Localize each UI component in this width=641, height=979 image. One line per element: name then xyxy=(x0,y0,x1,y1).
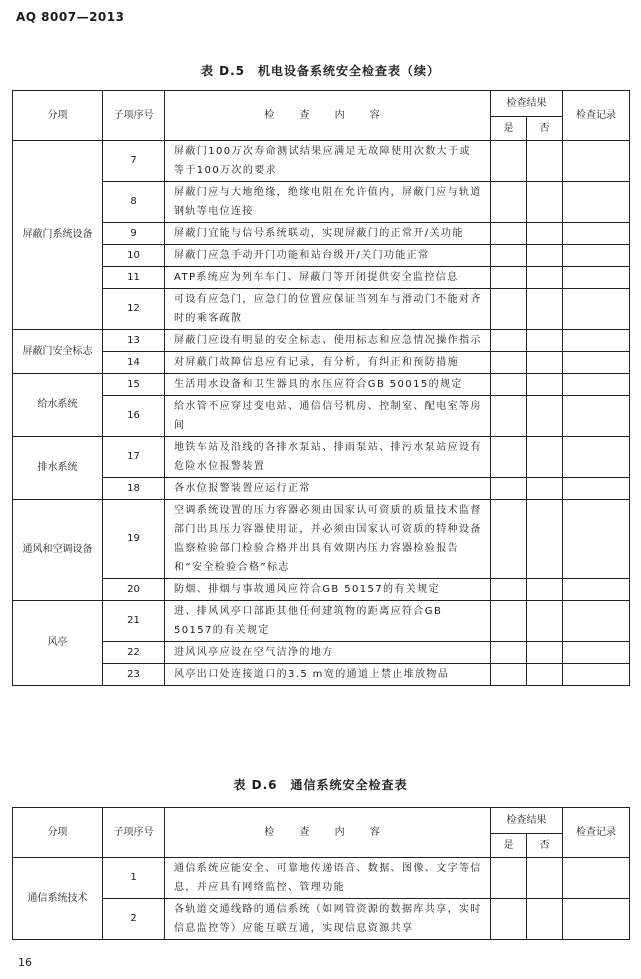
sub-no-cell: 19 xyxy=(103,500,165,579)
record-cell[interactable] xyxy=(563,141,630,182)
sub-no-cell: 1 xyxy=(103,858,165,899)
result-no-cell[interactable] xyxy=(527,642,563,664)
content-cell: 进、排风风亭口部距其他任何建筑物的距离应符合GB 50157的有关规定 xyxy=(165,601,491,642)
sub-no-cell: 18 xyxy=(103,478,165,500)
result-yes-cell[interactable] xyxy=(491,579,527,601)
table-row xyxy=(13,899,630,940)
table-row xyxy=(13,141,630,182)
result-no-cell[interactable] xyxy=(527,352,563,374)
sub-no-cell: 12 xyxy=(103,289,165,330)
category-cell: 屏蔽门安全标志 xyxy=(13,330,103,374)
col-header-record: 检查记录 xyxy=(563,91,630,141)
table-d5-caption: 表 D.5 机电设备系统安全检查表（续） xyxy=(200,64,441,78)
record-cell[interactable] xyxy=(563,352,630,374)
category-cell: 排水系统 xyxy=(13,437,103,500)
content-cell: 屏蔽门100万次寿命测试结果应满足无故障使用次数大于或等于100万次的要求 xyxy=(165,141,491,182)
table-row xyxy=(13,478,630,500)
col-header-sub-no: 子项序号 xyxy=(103,808,165,858)
result-no-cell[interactable] xyxy=(527,899,563,940)
category-cell: 通风和空调设备 xyxy=(13,500,103,601)
result-yes-cell[interactable] xyxy=(491,182,527,223)
page-number: 16 xyxy=(18,956,32,969)
col-header-no: 否 xyxy=(527,834,563,858)
content-cell: 各轨道交通线路的通信系统（如网管资源的数据库共享，实时信息监控等）应能互联互通，实现信息资源共享 xyxy=(165,899,491,940)
sub-no-cell: 22 xyxy=(103,642,165,664)
result-no-cell[interactable] xyxy=(527,396,563,437)
result-yes-cell[interactable] xyxy=(491,352,527,374)
result-no-cell[interactable] xyxy=(527,289,563,330)
col-header-sub-no: 子项序号 xyxy=(103,91,165,141)
record-cell[interactable] xyxy=(563,478,630,500)
record-cell[interactable] xyxy=(563,330,630,352)
sub-no-cell: 10 xyxy=(103,245,165,267)
sub-no-cell: 17 xyxy=(103,437,165,478)
table-row xyxy=(13,601,630,642)
content-cell: 地铁车站及沿线的各排水泵站、排雨泵站、排污水泵站应设有危险水位报警装置 xyxy=(165,437,491,478)
record-cell[interactable] xyxy=(563,579,630,601)
table-row xyxy=(13,642,630,664)
sub-no-cell: 23 xyxy=(103,664,165,686)
result-yes-cell[interactable] xyxy=(491,437,527,478)
result-no-cell[interactable] xyxy=(527,437,563,478)
content-cell: 给水管不应穿过变电站、通信信号机房、控制室、配电室等房间 xyxy=(165,396,491,437)
result-yes-cell[interactable] xyxy=(491,223,527,245)
col-header-result: 检查结果 xyxy=(491,808,563,834)
table-d5 xyxy=(12,90,630,686)
result-yes-cell[interactable] xyxy=(491,642,527,664)
col-header-content: 检 查 内 容 xyxy=(165,808,491,858)
sub-no-cell: 20 xyxy=(103,579,165,601)
table-row xyxy=(13,500,630,579)
result-no-cell[interactable] xyxy=(527,601,563,642)
content-cell: 对屏蔽门故障信息应有记录，有分析，有纠正和预防措施 xyxy=(165,352,491,374)
col-header-yes: 是 xyxy=(491,117,527,141)
table-d6-caption: 表 D.6 通信系统安全检查表 xyxy=(233,778,408,792)
content-cell: 风亭出口处连接道口的3.5 m宽的通道上禁止堆放物品 xyxy=(165,664,491,686)
content-cell: 屏蔽门应急手动开门功能和站台级开/关门功能正常 xyxy=(165,245,491,267)
record-cell[interactable] xyxy=(563,267,630,289)
record-cell[interactable] xyxy=(563,899,630,940)
col-header-result: 检查结果 xyxy=(491,91,563,117)
result-yes-cell[interactable] xyxy=(491,396,527,437)
content-cell: 通信系统应能安全、可靠地传递语音、数据、图像、文字等信息，并应具有网络监控、管理功能 xyxy=(165,858,491,899)
col-header-content: 检 查 内 容 xyxy=(165,91,491,141)
record-cell[interactable] xyxy=(563,396,630,437)
table-d6 xyxy=(12,807,630,940)
result-yes-cell[interactable] xyxy=(491,330,527,352)
result-yes-cell[interactable] xyxy=(491,664,527,686)
sub-no-cell: 7 xyxy=(103,141,165,182)
record-cell[interactable] xyxy=(563,601,630,642)
content-cell: 生活用水设备和卫生器具的水压应符合GB 50015的规定 xyxy=(165,374,491,396)
result-yes-cell[interactable] xyxy=(491,899,527,940)
record-cell[interactable] xyxy=(563,245,630,267)
sub-no-cell: 8 xyxy=(103,182,165,223)
sub-no-cell: 21 xyxy=(103,601,165,642)
content-cell: 屏蔽门应与大地绝缘，绝缘电阻在允许值内，屏蔽门应与轨道钢轨等电位连接 xyxy=(165,182,491,223)
table-row xyxy=(13,664,630,686)
category-cell: 通信系统技术 xyxy=(13,858,103,940)
record-cell[interactable] xyxy=(563,223,630,245)
category-cell: 屏蔽门系统设备 xyxy=(13,141,103,330)
record-cell[interactable] xyxy=(563,374,630,396)
content-cell: 可设有应急门，应急门的位置应保证当列车与滑动门不能对齐时的乘客疏散 xyxy=(165,289,491,330)
result-no-cell[interactable] xyxy=(527,330,563,352)
result-no-cell[interactable] xyxy=(527,858,563,899)
col-header-category: 分项 xyxy=(13,91,103,141)
result-no-cell[interactable] xyxy=(527,267,563,289)
table-row xyxy=(13,267,630,289)
table-row xyxy=(13,437,630,478)
table-row xyxy=(13,352,630,374)
sub-no-cell: 9 xyxy=(103,223,165,245)
result-yes-cell[interactable] xyxy=(491,267,527,289)
result-yes-cell[interactable] xyxy=(491,858,527,899)
table-row xyxy=(13,289,630,330)
result-no-cell[interactable] xyxy=(527,141,563,182)
content-cell: 屏蔽门应设有明显的安全标志、使用标志和应急情况操作指示 xyxy=(165,330,491,352)
result-yes-cell[interactable] xyxy=(491,245,527,267)
result-yes-cell[interactable] xyxy=(491,478,527,500)
table-row xyxy=(13,223,630,245)
col-header-category: 分项 xyxy=(13,808,103,858)
col-header-no: 否 xyxy=(527,117,563,141)
content-cell: 进风风亭应设在空气洁净的地方 xyxy=(165,642,491,664)
sub-no-cell: 16 xyxy=(103,396,165,437)
result-no-cell[interactable] xyxy=(527,223,563,245)
table-row xyxy=(13,396,630,437)
result-yes-cell[interactable] xyxy=(491,601,527,642)
table-row xyxy=(13,858,630,899)
sub-no-cell: 11 xyxy=(103,267,165,289)
content-cell: 各水位报警装置应运行正常 xyxy=(165,478,491,500)
table-row xyxy=(13,330,630,352)
col-header-yes: 是 xyxy=(491,834,527,858)
result-no-cell[interactable] xyxy=(527,500,563,579)
record-cell[interactable] xyxy=(563,182,630,223)
result-yes-cell[interactable] xyxy=(491,141,527,182)
category-cell: 风亭 xyxy=(13,601,103,686)
col-header-record: 检查记录 xyxy=(563,808,630,858)
table-row xyxy=(13,579,630,601)
result-no-cell[interactable] xyxy=(527,182,563,223)
table-row xyxy=(13,182,630,223)
result-no-cell[interactable] xyxy=(527,664,563,686)
record-cell[interactable] xyxy=(563,858,630,899)
record-cell[interactable] xyxy=(563,664,630,686)
result-no-cell[interactable] xyxy=(527,245,563,267)
record-cell[interactable] xyxy=(563,437,630,478)
sub-no-cell: 13 xyxy=(103,330,165,352)
category-cell: 给水系统 xyxy=(13,374,103,437)
content-cell: 屏蔽门宜能与信号系统联动，实现屏蔽门的正常开/关功能 xyxy=(165,223,491,245)
record-cell[interactable] xyxy=(563,289,630,330)
result-no-cell[interactable] xyxy=(527,579,563,601)
result-yes-cell[interactable] xyxy=(491,374,527,396)
result-no-cell[interactable] xyxy=(527,478,563,500)
sub-no-cell: 14 xyxy=(103,352,165,374)
result-yes-cell[interactable] xyxy=(491,289,527,330)
table-row xyxy=(13,374,630,396)
table-row xyxy=(13,245,630,267)
sub-no-cell: 2 xyxy=(103,899,165,940)
content-cell: ATP系统应为列车车门、屏蔽门等开闭提供安全监控信息 xyxy=(165,267,491,289)
standard-code: AQ 8007—2013 xyxy=(16,10,125,24)
result-yes-cell[interactable] xyxy=(491,500,527,579)
record-cell[interactable] xyxy=(563,500,630,579)
result-no-cell[interactable] xyxy=(527,374,563,396)
content-cell: 空调系统设置的压力容器必须由国家认可资质的质量技术监督部门出具压力容器使用证，并必须由国家认可资质的特种设备监察检验部门检验合格并出具有效期内压力容器检验报告和“安全检验合格”标志 xyxy=(165,500,491,579)
sub-no-cell: 15 xyxy=(103,374,165,396)
content-cell: 防烟、排烟与事故通风应符合GB 50157的有关规定 xyxy=(165,579,491,601)
record-cell[interactable] xyxy=(563,642,630,664)
